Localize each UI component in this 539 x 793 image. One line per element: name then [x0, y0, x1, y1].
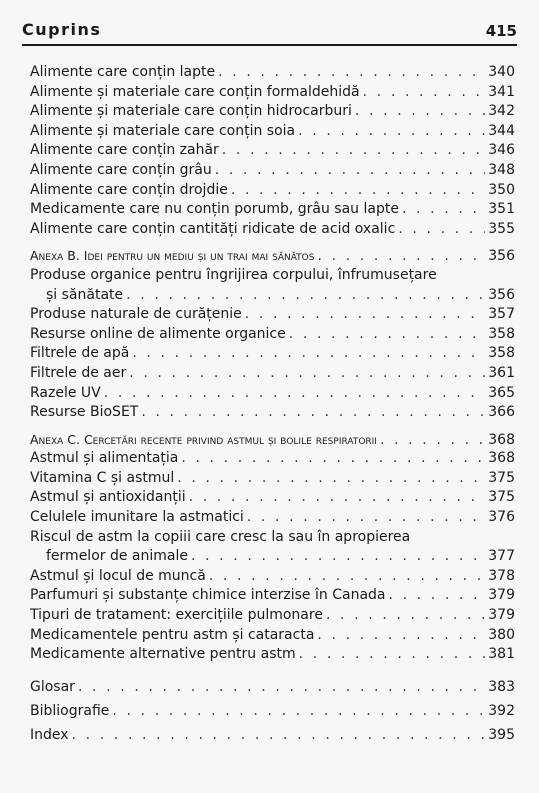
toc-entry-label: Filtrele de apă [30, 345, 130, 362]
dot-leader [78, 675, 485, 699]
table-of-contents [30, 63, 515, 747]
toc-entry-page: 355 [488, 220, 515, 237]
toc-entry[interactable] [30, 449, 515, 469]
toc-entry-label: Alimente și materiale care conțin hidrocarburi [30, 103, 352, 120]
toc-entry-page: 357 [488, 306, 515, 323]
toc-entry-page: 380 [488, 626, 515, 643]
toc-entry-page: 340 [488, 64, 515, 80]
dot-leader [181, 449, 485, 469]
toc-entry-page: 356 [488, 286, 515, 303]
toc-entry-label: Alimente care conțin lapte [30, 64, 216, 80]
toc-section-heading[interactable] [30, 430, 515, 450]
toc-entry-label: Alimente care conțin cantități ridicate de acid oxalic [30, 220, 396, 237]
toc-entry-label-cont: și sănătate [46, 286, 124, 303]
dot-leader [247, 508, 485, 528]
toc-entry-label: Alimente care conțin zahăr [30, 142, 219, 159]
toc-entry[interactable] [30, 567, 515, 587]
dot-leader [363, 83, 486, 103]
dot-leader [141, 403, 485, 423]
dot-leader [209, 567, 485, 587]
dot-leader [222, 141, 485, 161]
toc-entry-label: Anexa B. Idei pentru un mediu și un trai mai sănătos [30, 248, 315, 264]
toc-entry-page: 379 [488, 607, 515, 624]
dot-leader [326, 606, 485, 626]
toc-entry-label: Vitamina C și astmul [30, 469, 175, 486]
dot-leader [398, 220, 485, 240]
toc-back-matter-entry[interactable] [30, 699, 515, 723]
toc-entry-page: 377 [488, 548, 515, 565]
toc-entry-label: Alimente care conțin drojdie [30, 181, 228, 198]
toc-back-matter-entry[interactable] [30, 675, 515, 699]
toc-entry-page: 381 [488, 646, 515, 663]
toc-entry-label: Alimente și materiale care conțin soia [30, 122, 296, 139]
toc-entry-label: Tipuri de tratament: exercițiile pulmonare [30, 607, 323, 624]
toc-entry-page: 342 [488, 103, 515, 120]
dot-leader [231, 181, 485, 201]
toc-entry-label: Resurse BioSET [30, 404, 139, 421]
dot-leader [245, 305, 486, 325]
toc-entry-page: 341 [488, 83, 515, 100]
dot-leader [388, 586, 485, 606]
toc-entry[interactable] [30, 63, 515, 83]
toc-entry[interactable] [30, 181, 515, 201]
toc-section-heading[interactable] [30, 246, 515, 266]
toc-entry-page: 356 [488, 248, 515, 265]
toc-entry[interactable] [30, 141, 515, 161]
dot-leader [317, 626, 485, 646]
toc-entry-page: 395 [488, 726, 515, 743]
dot-leader [317, 247, 485, 267]
toc-entry-label: Filtrele de aer [30, 364, 127, 381]
toc-entry[interactable] [30, 102, 515, 122]
toc-entry[interactable] [30, 200, 515, 220]
dot-leader [126, 286, 485, 306]
dot-leader [112, 699, 485, 723]
toc-entry-continuation [30, 286, 515, 306]
toc-entry[interactable] [30, 488, 515, 508]
toc-entry[interactable] [30, 83, 515, 103]
toc-entry-label: Produse naturale de curățenie [30, 306, 242, 323]
running-header-title: Cuprins [22, 20, 102, 39]
dot-leader [177, 469, 485, 489]
dot-leader [402, 200, 485, 220]
toc-entry-label: Medicamentele pentru astm și cataracta [30, 626, 315, 643]
toc-entry-page: 361 [488, 364, 515, 381]
toc-entry[interactable] [30, 606, 515, 626]
toc-entry-label: Produse organice pentru îngrijirea corpului, înfrumusețare [30, 266, 437, 283]
toc-entry[interactable] [30, 469, 515, 489]
toc-entry-label: Medicamente care nu conțin porumb, grâu sau lapte [30, 201, 399, 218]
toc-entry-page: 383 [488, 678, 515, 695]
header-rule [22, 44, 517, 46]
toc-entry-label: Alimente și materiale care conțin formaldehidă [30, 83, 360, 100]
toc-entry-label: Celulele imunitare la astmatici [30, 509, 244, 526]
toc-entry-page: 368 [488, 450, 515, 467]
toc-entry-page: 366 [488, 404, 515, 421]
toc-entry-label: Anexa C. Cercetări recente privind astmul și bolile respiratorii [30, 431, 377, 447]
toc-entry-label-cont: fermelor de animale [46, 548, 188, 565]
toc-entry-label: Bibliografie [30, 702, 110, 719]
dot-leader [191, 547, 485, 567]
toc-entry-label: Razele UV [30, 384, 101, 401]
toc-entry[interactable] [30, 403, 515, 423]
toc-entry-page: 378 [488, 567, 515, 584]
toc-entry-page: 375 [488, 489, 515, 506]
toc-entry-label: Parfumuri și substanțe chimice interzise în Canada [30, 587, 386, 604]
toc-entry-page: 346 [488, 142, 515, 159]
toc-entry-page: 392 [488, 702, 515, 719]
toc-entry-page: 358 [488, 325, 515, 342]
dot-leader [355, 102, 485, 122]
toc-entry-page: 348 [488, 161, 515, 178]
dot-leader [189, 488, 486, 508]
toc-entry-label: Astmul și antioxidanții [30, 489, 186, 506]
toc-entry-multiline[interactable] [30, 528, 515, 567]
toc-entry[interactable] [30, 220, 515, 240]
dot-leader [218, 63, 485, 83]
dot-leader [289, 325, 486, 345]
toc-entry-label: Astmul și locul de muncă [30, 567, 206, 584]
toc-entry-page: 365 [488, 384, 515, 401]
toc-entry-label: Riscul de astm la copiii care cresc la sau în apropierea [30, 528, 411, 545]
toc-back-matter-entry[interactable] [30, 723, 515, 747]
toc-entry[interactable] [30, 325, 515, 345]
toc-entry-page: 350 [488, 181, 515, 198]
dot-leader [215, 161, 486, 181]
toc-entry[interactable] [30, 161, 515, 181]
dot-leader [104, 384, 486, 404]
dot-leader [132, 344, 485, 364]
dot-leader [299, 645, 486, 665]
toc-entry-label: Medicamente alternative pentru astm [30, 646, 296, 663]
toc-entry-page: 351 [488, 201, 515, 218]
toc-entry-continuation [30, 547, 515, 567]
toc-entry-page: 368 [488, 431, 515, 448]
toc-entry[interactable] [30, 626, 515, 646]
toc-entry-label: Resurse online de alimente organice [30, 325, 286, 342]
toc-entry-page: 376 [488, 509, 515, 526]
toc-entry[interactable] [30, 344, 515, 364]
toc-entry[interactable] [30, 384, 515, 404]
dot-leader [380, 431, 485, 451]
toc-entry-multiline[interactable] [30, 266, 515, 305]
page-number: 415 [485, 22, 517, 40]
toc-entry[interactable] [30, 305, 515, 325]
toc-entry-label: Astmul și alimentația [30, 450, 179, 467]
toc-entry[interactable] [30, 364, 515, 384]
toc-entry[interactable] [30, 122, 515, 142]
toc-entry-page: 344 [488, 122, 515, 139]
dot-leader [298, 122, 485, 142]
dot-leader [72, 723, 486, 747]
toc-entry-page: 379 [488, 587, 515, 604]
toc-entry-label: Alimente care conțin grâu [30, 161, 212, 178]
toc-entry[interactable] [30, 645, 515, 665]
dot-leader [129, 364, 485, 384]
toc-entry-page: 375 [488, 469, 515, 486]
toc-entry[interactable] [30, 508, 515, 528]
toc-entry-label: Index [30, 726, 69, 743]
toc-entry[interactable] [30, 586, 515, 606]
toc-entry-label: Glosar [30, 678, 75, 695]
toc-entry-page: 358 [488, 345, 515, 362]
